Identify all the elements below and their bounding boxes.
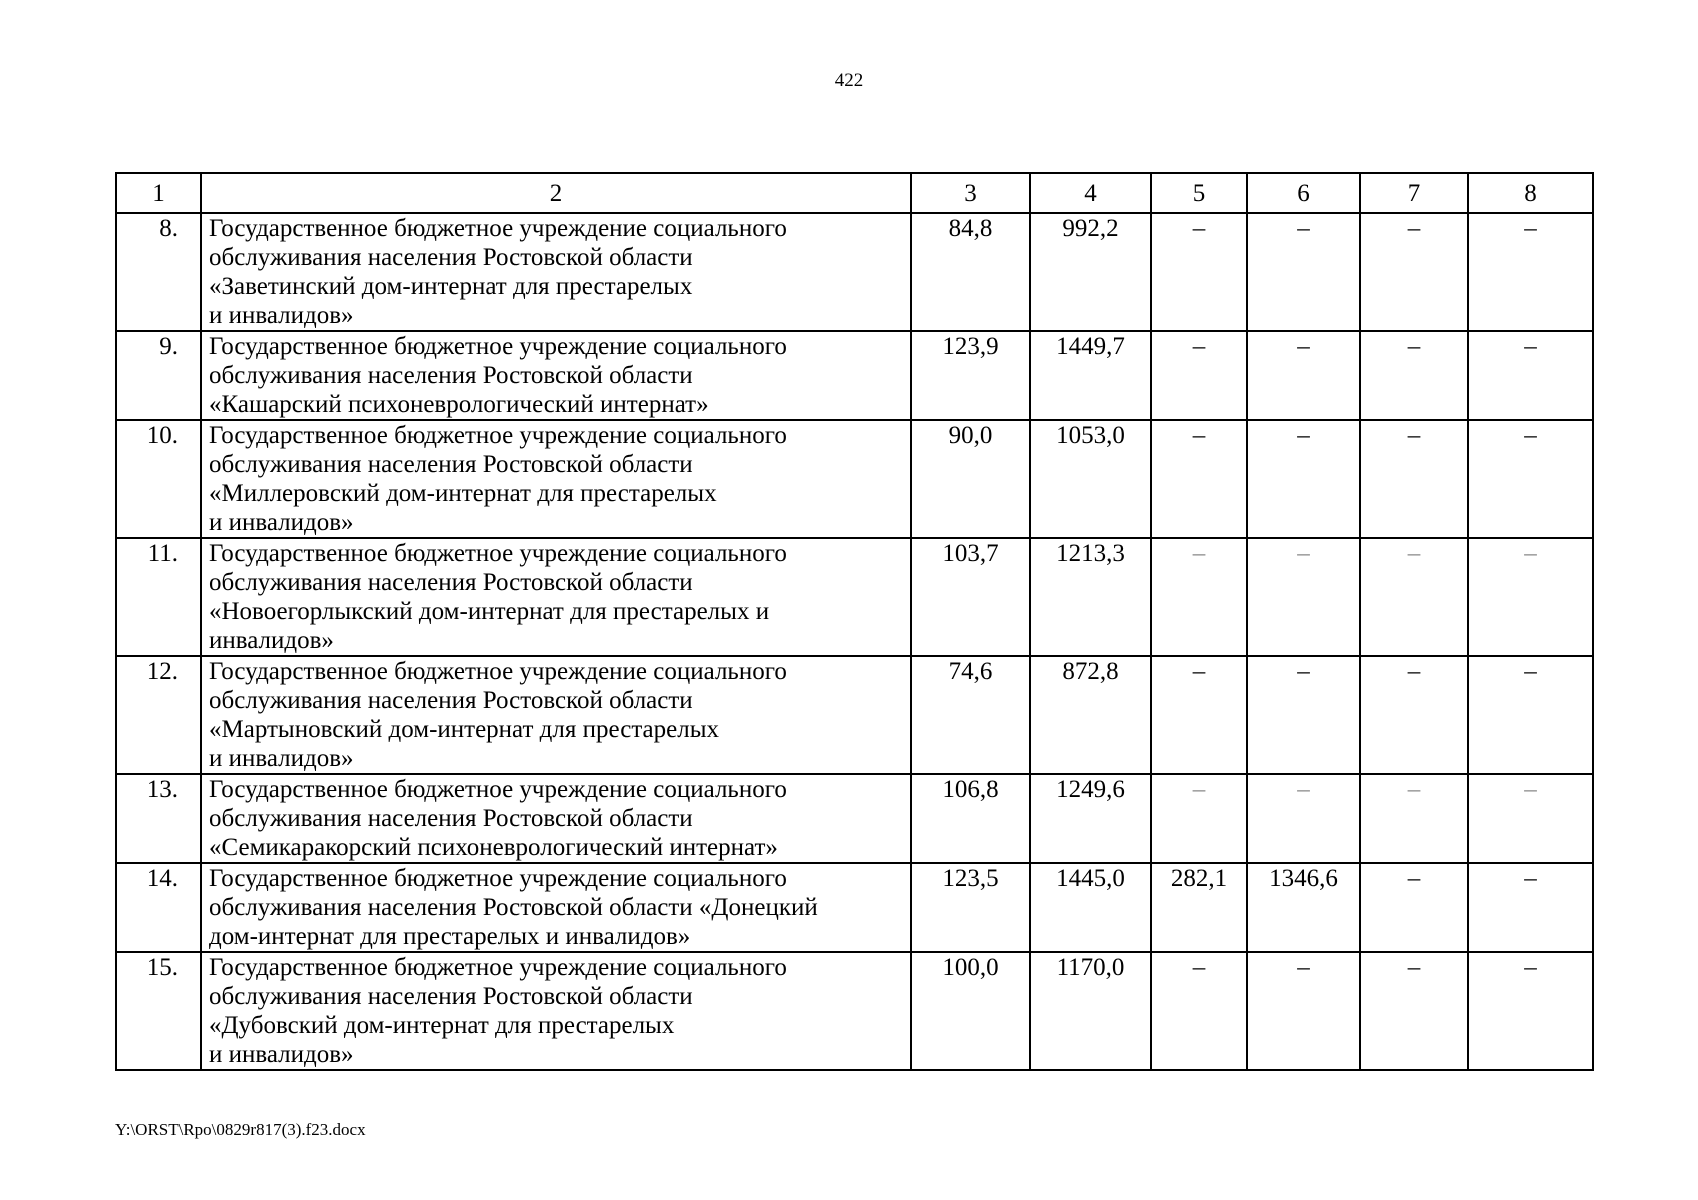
- header-cell-1: 1: [116, 173, 201, 213]
- value-cell-col-5: –: [1151, 656, 1247, 774]
- institution-name-line: Государственное бюджетное учреждение социального: [209, 776, 787, 803]
- value-cell-col-8: –: [1468, 538, 1593, 656]
- value-cell-col-8: –: [1468, 774, 1593, 863]
- header-cell-5: 5: [1151, 173, 1247, 213]
- value-cell-col-7: –: [1360, 213, 1468, 331]
- institution-name-line: инвалидов»: [209, 627, 334, 654]
- table-row: [116, 863, 1593, 952]
- value-cell-col-7: –: [1360, 774, 1468, 863]
- value-cell-col-4: 1449,7: [1030, 331, 1151, 420]
- value-cell-col-6: 1346,6: [1247, 863, 1360, 952]
- institution-name-line: Государственное бюджетное учреждение социального: [209, 422, 787, 449]
- institution-name-line: обслуживания населения Ростовской области: [209, 244, 693, 271]
- value-cell-col-5: –: [1151, 774, 1247, 863]
- value-cell-col-7: –: [1360, 863, 1468, 952]
- row-number-cell: 8.: [116, 213, 201, 331]
- institution-name-line: обслуживания населения Ростовской области: [209, 451, 693, 478]
- institution-name-cell: [201, 420, 911, 538]
- value-cell-col-3: 84,8: [911, 213, 1030, 331]
- value-cell-col-4: 1213,3: [1030, 538, 1151, 656]
- table-row: [116, 213, 1593, 331]
- value-cell-col-4: 1445,0: [1030, 863, 1151, 952]
- institution-name-line: и инвалидов»: [209, 1041, 354, 1068]
- value-cell-col-3: 123,5: [911, 863, 1030, 952]
- institution-name-line: обслуживания населения Ростовской области: [209, 805, 693, 832]
- value-cell-col-3: 123,9: [911, 331, 1030, 420]
- value-cell-col-8: –: [1468, 331, 1593, 420]
- value-cell-col-7: –: [1360, 420, 1468, 538]
- institution-name-cell: [201, 331, 911, 420]
- value-cell-col-4: 872,8: [1030, 656, 1151, 774]
- table-row: [116, 952, 1593, 1070]
- institution-name-line: обслуживания населения Ростовской области: [209, 362, 693, 389]
- value-cell-col-6: –: [1247, 420, 1360, 538]
- table-header-row: [116, 173, 1593, 213]
- institution-name-line: обслуживания населения Ростовской области: [209, 983, 693, 1010]
- table-row: [116, 656, 1593, 774]
- value-cell-col-6: –: [1247, 952, 1360, 1070]
- table-row: [116, 331, 1593, 420]
- value-cell-col-7: –: [1360, 952, 1468, 1070]
- value-cell-col-7: –: [1360, 331, 1468, 420]
- row-number-cell: 10.: [116, 420, 201, 538]
- institution-name-line: Государственное бюджетное учреждение социального: [209, 215, 787, 242]
- value-cell-col-8: –: [1468, 420, 1593, 538]
- header-cell-8: 8: [1468, 173, 1593, 213]
- institution-name-cell: [201, 863, 911, 952]
- institution-name-cell: [201, 774, 911, 863]
- row-number-cell: 11.: [116, 538, 201, 656]
- row-number-cell: 12.: [116, 656, 201, 774]
- institution-name-line: «Дубовский дом-интернат для престарелых: [209, 1012, 675, 1039]
- institution-name-line: «Заветинский дом-интернат для престарелых: [209, 273, 693, 300]
- header-cell-7: 7: [1360, 173, 1468, 213]
- value-cell-col-8: –: [1468, 656, 1593, 774]
- row-number-cell: 15.: [116, 952, 201, 1070]
- value-cell-col-4: 1249,6: [1030, 774, 1151, 863]
- value-cell-col-5: 282,1: [1151, 863, 1247, 952]
- page-number: 422: [834, 70, 864, 91]
- value-cell-col-7: –: [1360, 538, 1468, 656]
- header-cell-3: 3: [911, 173, 1030, 213]
- row-number-cell: 9.: [116, 331, 201, 420]
- institution-name-line: обслуживания населения Ростовской области: [209, 687, 693, 714]
- value-cell-col-3: 74,6: [911, 656, 1030, 774]
- institution-name-line: «Кашарский психоневрологический интернат»: [209, 391, 709, 418]
- value-cell-col-6: –: [1247, 331, 1360, 420]
- institution-name-cell: [201, 538, 911, 656]
- value-cell-col-7: –: [1360, 656, 1468, 774]
- institution-name-line: и инвалидов»: [209, 509, 354, 536]
- value-cell-col-6: –: [1247, 213, 1360, 331]
- institution-name-line: «Миллеровский дом-интернат для престарелых: [209, 480, 717, 507]
- data-table: [115, 172, 1594, 1071]
- value-cell-col-3: 103,7: [911, 538, 1030, 656]
- institution-name-line: «Семикаракорский психоневрологический интернат»: [209, 834, 778, 861]
- table-row: [116, 420, 1593, 538]
- value-cell-col-5: –: [1151, 331, 1247, 420]
- row-number-cell: 13.: [116, 774, 201, 863]
- institution-name-line: и инвалидов»: [209, 302, 354, 329]
- value-cell-col-3: 106,8: [911, 774, 1030, 863]
- value-cell-col-4: 992,2: [1030, 213, 1151, 331]
- value-cell-col-5: –: [1151, 538, 1247, 656]
- institution-name-line: обслуживания населения Ростовской области: [209, 569, 693, 596]
- footer-file-path: Y:\ORST\Rpo\0829r817(3).f23.docx: [115, 1120, 366, 1139]
- value-cell-col-3: 90,0: [911, 420, 1030, 538]
- institution-name-line: дом-интернат для престарелых и инвалидов»: [209, 923, 691, 950]
- header-cell-6: 6: [1247, 173, 1360, 213]
- value-cell-col-6: –: [1247, 538, 1360, 656]
- institution-name-line: Государственное бюджетное учреждение социального: [209, 865, 787, 892]
- institution-name-line: Государственное бюджетное учреждение социального: [209, 954, 787, 981]
- header-cell-2: 2: [201, 173, 911, 213]
- institution-name-cell: [201, 213, 911, 331]
- header-cell-4: 4: [1030, 173, 1151, 213]
- row-number-cell: 14.: [116, 863, 201, 952]
- institution-name-line: обслуживания населения Ростовской области «Донецкий: [209, 894, 818, 921]
- value-cell-col-3: 100,0: [911, 952, 1030, 1070]
- value-cell-col-5: –: [1151, 420, 1247, 538]
- value-cell-col-5: –: [1151, 213, 1247, 331]
- institution-name-line: и инвалидов»: [209, 745, 354, 772]
- institution-name-line: Государственное бюджетное учреждение социального: [209, 333, 787, 360]
- value-cell-col-8: –: [1468, 863, 1593, 952]
- institution-name-cell: [201, 952, 911, 1070]
- value-cell-col-6: –: [1247, 656, 1360, 774]
- value-cell-col-8: –: [1468, 952, 1593, 1070]
- value-cell-col-4: 1053,0: [1030, 420, 1151, 538]
- institution-name-line: Государственное бюджетное учреждение социального: [209, 540, 787, 567]
- value-cell-col-6: –: [1247, 774, 1360, 863]
- institution-name-cell: [201, 656, 911, 774]
- value-cell-col-5: –: [1151, 952, 1247, 1070]
- institution-name-line: Государственное бюджетное учреждение социального: [209, 658, 787, 685]
- table-row: [116, 774, 1593, 863]
- institution-name-line: «Мартыновский дом-интернат для престарелых: [209, 716, 720, 743]
- institution-name-line: «Новоегорлыкский дом-интернат для престарелых и: [209, 598, 770, 625]
- value-cell-col-8: –: [1468, 213, 1593, 331]
- table-row: [116, 538, 1593, 656]
- value-cell-col-4: 1170,0: [1030, 952, 1151, 1070]
